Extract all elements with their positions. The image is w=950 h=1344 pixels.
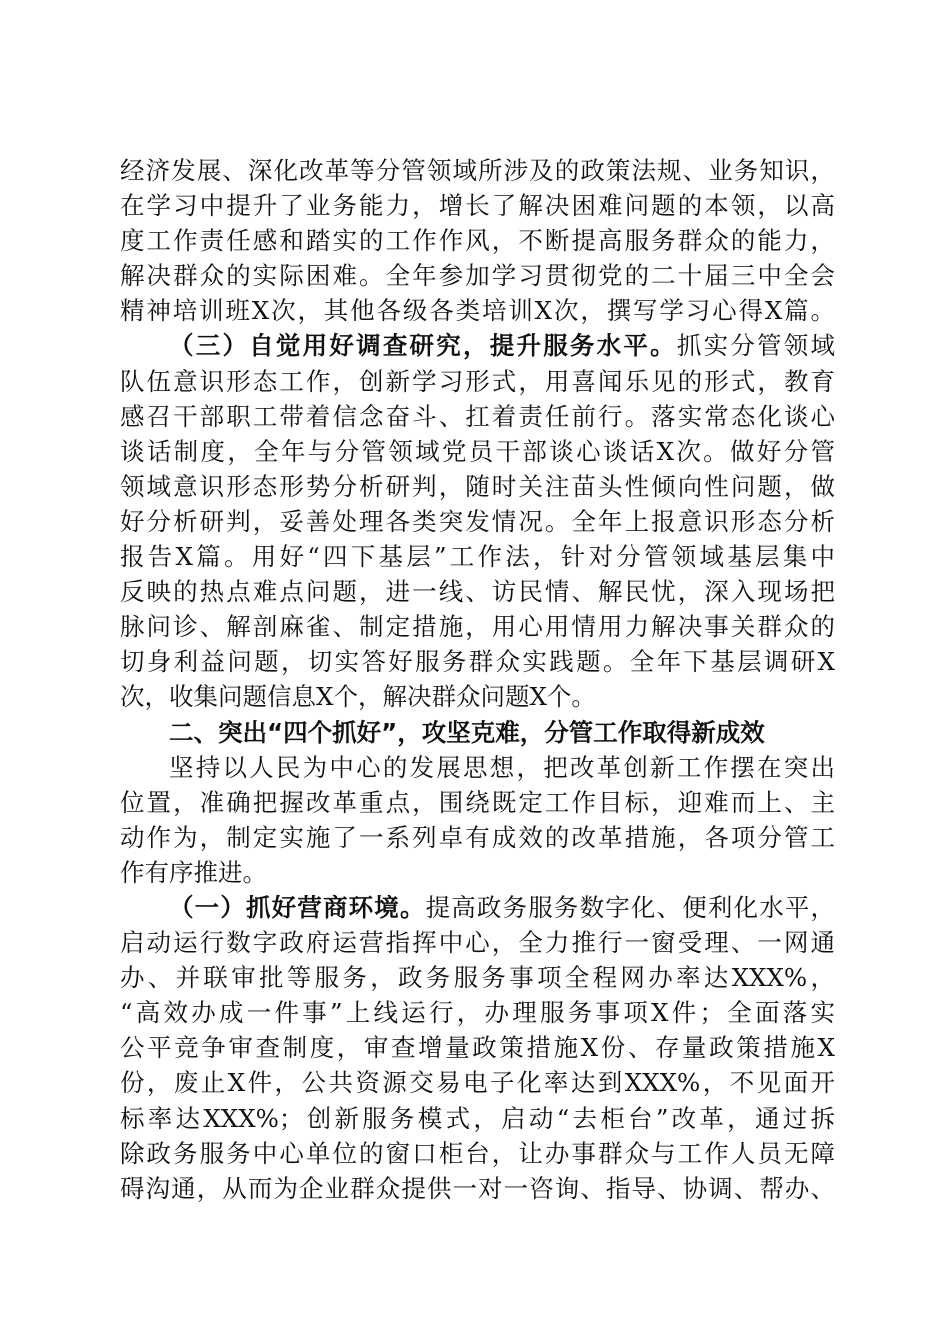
paragraph-business-environment	[120, 890, 835, 1206]
text-line: 标率达XXX%；创新服务模式，启动“去柜台”改革，通过拆	[120, 1103, 835, 1133]
text-line: 报告X篇。用好“四下基层”工作法，针对分管领域基层集中	[120, 542, 835, 572]
text-run: 提高政务服务数字化、便利化水平，	[425, 892, 835, 922]
paragraph-reform	[120, 750, 835, 890]
text-line: 动作为，制定实施了一系列卓有成效的改革措施，各项分管工	[120, 822, 835, 852]
text-line: 作有序推进。	[120, 857, 267, 887]
text-line: 度工作责任感和踏实的工作作风，不断提高服务群众的能力，	[120, 226, 835, 256]
text-line: 碍沟通，从而为企业群众提供一对一咨询、指导、协调、帮办、	[120, 1173, 835, 1203]
text-line: 启动运行数字政府运营指挥中心，全力推行一窗受理、一网通	[120, 928, 835, 958]
text-line: 精神培训班X次，其他各级各类培训X次，撰写学习心得X篇。	[120, 296, 835, 326]
text-line: 脉问诊、解剖麻雀、制定措施，用心用情用力解决事关群众的	[120, 612, 835, 642]
text-line: 位置，准确把握改革重点，围绕既定工作目标，迎难而上、主	[120, 787, 835, 817]
text-line: 反映的热点难点问题，进一线、访民情、解民忧，深入现场把	[120, 577, 835, 607]
text-line: 经济发展、深化改革等分管领域所涉及的政策法规、业务知识，	[120, 156, 835, 185]
text-line: 份，废止X件，公共资源交易电子化率达到XXX%，不见面开	[120, 1068, 835, 1098]
text-line: 次，收集问题信息X个，解决群众问题X个。	[120, 682, 596, 712]
text-line: 领域意识形态形势分析研判，随时关注苗头性倾向性问题，做	[120, 471, 835, 501]
section-heading-2: 二、突出“四个抓好”，攻坚克难，分管工作取得新成效	[169, 717, 765, 747]
paragraph-learning	[120, 153, 835, 328]
section-lead-3: （三）自觉用好调查研究，提升服务水平。	[169, 331, 677, 361]
text-line: 队伍意识形态工作，创新学习形式，用喜闻乐见的形式，教育	[120, 366, 835, 396]
text-line: 办、并联审批等服务，政务服务事项全程网办率达XXX%，	[120, 963, 835, 993]
text-line: 切身利益问题，切实答好服务群众实践题。全年下基层调研X	[120, 647, 835, 677]
text-line: “高效办成一件事”上线运行，办理服务事项X件；全面落实	[120, 998, 835, 1028]
text-line: 谈话制度，全年与分管领域党员干部谈心谈话X次。做好分管	[120, 436, 835, 466]
text-line: 感召干部职工带着信念奋斗、扛着责任前行。落实常态化谈心	[120, 401, 835, 431]
text-run: 抓实分管领域	[676, 331, 835, 361]
section-lead-1: （一）抓好营商环境。	[169, 892, 426, 922]
paragraph-investigation	[120, 328, 835, 714]
text-line: 公平竞争审查制度，审查增量政策措施X份、存量政策措施X	[120, 1033, 835, 1063]
text-line: 坚持以人民为中心的发展思想，把改革创新工作摆在突出	[169, 752, 835, 782]
text-line	[120, 328, 835, 363]
document-body	[120, 153, 835, 1206]
text-line: 除政务服务中心单位的窗口柜台，让办事群众与工作人员无障	[120, 1138, 835, 1168]
text-line	[120, 890, 835, 925]
text-line: 好分析研判，妥善处理各类突发情况。全年上报意识形态分析	[120, 506, 835, 536]
text-line: 解决群众的实际困难。全年参加学习贯彻党的二十届三中全会	[120, 261, 835, 291]
text-line: 在学习中提升了业务能力，增长了解决困难问题的本领，以高	[120, 191, 835, 221]
